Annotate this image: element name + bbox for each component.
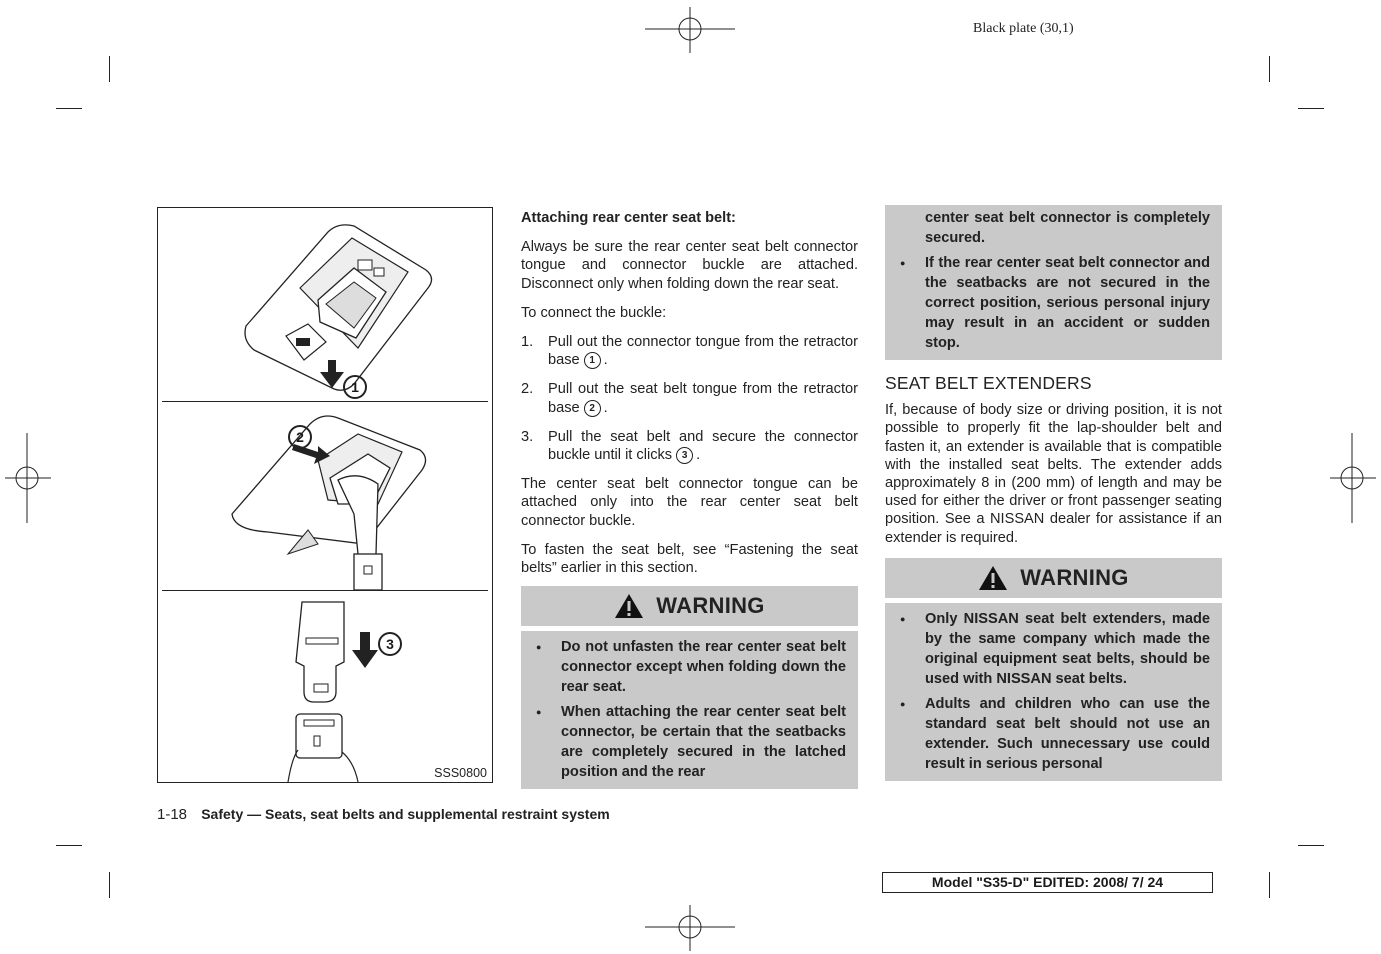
warning-item: ● If the rear center seat belt connector and the seatbacks are not secured in the correct position, serious personal injury may result in an accident or sudden stop.	[897, 253, 1210, 353]
figure-code: SSS0800	[434, 766, 487, 780]
warning-box	[521, 631, 858, 789]
model-edited-box: Model "S35-D" EDITED: 2008/ 7/ 24	[882, 872, 1213, 893]
steps-list	[521, 333, 858, 464]
callout-1: 1	[343, 375, 367, 399]
callout-3: 3	[378, 632, 402, 656]
registration-mark-bottom	[645, 905, 735, 951]
paragraph: The center seat belt connector tongue can be attached only into the rear center seat belt connector buckle.	[521, 476, 858, 529]
ref-circle: 2	[584, 400, 601, 417]
warning-box-continued	[885, 205, 1222, 360]
plate-label: Black plate (30,1)	[973, 21, 1074, 36]
warning-item: ● Only NISSAN seat belt extenders, made by the same company which made the original equipment seat belts, should be used with NISSAN seat belts.	[897, 609, 1210, 689]
intro-paragraph: Always be sure the rear center seat belt connector tongue and connector buckle are attached. Disconnect only when folding down the rear seat.	[521, 239, 858, 292]
seat-belt-illustration	[157, 207, 493, 783]
illustration-panel-1	[158, 208, 492, 402]
warning-triangle-icon	[978, 565, 1008, 591]
warning-triangle-icon	[614, 593, 644, 619]
warning-item: ● Adults and children who can use the standard seat belt should not use an extender. Such unnecessary use could result in serious personal	[897, 694, 1210, 774]
step-item: 3. Pull the seat belt and secure the connector buckle until it clicks 3 .	[521, 428, 858, 464]
illustration-panel-2	[158, 404, 492, 590]
right-column	[885, 205, 1222, 781]
warning-title: WARNING	[1020, 564, 1129, 590]
step-item: 2. Pull out the seat belt tongue from the retractor base 2 .	[521, 381, 858, 416]
callout-2: 2	[288, 425, 312, 449]
footer-title: Safety — Seats, seat belts and supplemental restraint system	[201, 806, 610, 822]
registration-mark-right	[1330, 433, 1376, 523]
step-item: 1. Pull out the connector tongue from the retractor base 1 .	[521, 334, 858, 369]
registration-mark-left	[5, 433, 51, 523]
section-title: SEAT BELT EXTENDERS	[885, 373, 1092, 393]
connect-label: To connect the buckle:	[521, 304, 667, 321]
page-number: 1-18	[157, 806, 188, 823]
paragraph: To fasten the seat belt, see “Fastening the seat belts” earlier in this section.	[521, 541, 858, 577]
warning-header	[885, 558, 1222, 598]
warning-item: ● Do not unfasten the rear center seat belt connector except when folding down the rear seat.	[533, 637, 846, 697]
ref-circle: 1	[584, 352, 601, 369]
illustration-panel-3	[158, 592, 492, 782]
warning-continued-text: center seat belt connector is completely secured.	[925, 210, 1210, 246]
section-paragraph: If, because of body size or driving position, it is not possible to properly fit the lap-shoulder belt and fasten it, an extender is available that is compatible with the installed seat belts. The extender adds approximately 8 in (200 mm) of length and may be used for either the driver or front passenger seating position. See a NISSAN dealer for assistance if an extender is required.	[885, 402, 1222, 546]
page-footer	[157, 806, 610, 823]
warning-item: ● When attaching the rear center seat belt connector, be certain that the seatbacks are completely secured in the latched position and the rear	[533, 702, 846, 782]
registration-mark-top	[645, 7, 735, 53]
warning-title: WARNING	[656, 593, 765, 619]
ref-circle: 3	[676, 447, 693, 464]
middle-column	[521, 209, 858, 789]
warning-box	[885, 603, 1222, 781]
warning-header	[521, 586, 858, 626]
section-heading: Attaching rear center seat belt:	[521, 210, 736, 226]
